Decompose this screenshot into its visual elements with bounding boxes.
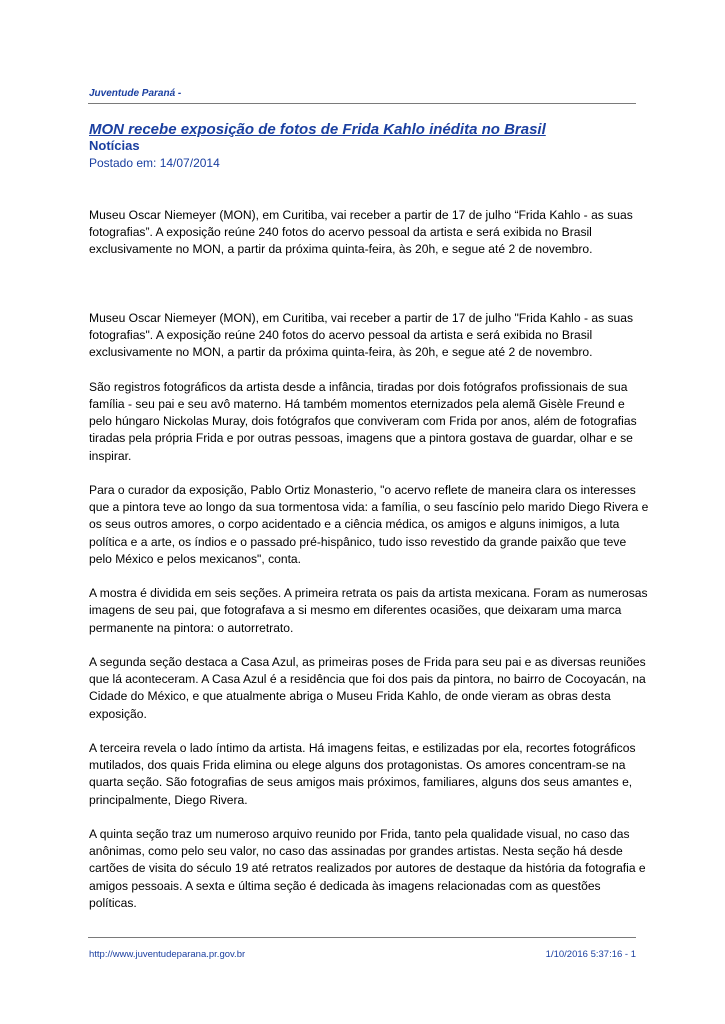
body-paragraph: A terceira revela o lado íntimo da artista. Há imagens feitas, e estilizadas por ela, recortes fotográficos mutilados, dos quais Frida elimina ou elege alguns dos protagonistas. Os amores concentram-se na quarta seção. São fotografias de seus amigos mais próximos, familiares, alguns dos seus amantes e, principalmente, Diego Rivera. [89, 741, 636, 807]
article-category: Notícias [89, 138, 140, 153]
footer-site-link[interactable]: http://www.juventudeparana.pr.gov.br [89, 949, 246, 960]
article-posted-date: Postado em: 14/07/2014 [89, 156, 220, 170]
header-divider [88, 103, 636, 104]
footer-divider [88, 937, 636, 938]
article-body [89, 310, 649, 929]
body-paragraph: A segunda seção destaca a Casa Azul, as primeiras poses de Frida para seu pai e as diversas reuniões que lá aconteceram. A Casa Azul é a residência que foi dos pais da pintora, no bairro de Cocoyacán, na Cidade do México, e que atualmente abriga o Museu Frida Kahlo, de onde vieram as obras desta exposição. [89, 655, 646, 721]
article-title[interactable]: MON recebe exposição de fotos de Frida Kahlo inédita no Brasil [89, 121, 546, 138]
footer-timestamp: 1/10/2016 5:37:16 - 1 [545, 949, 636, 960]
site-name: Juventude Paraná - [89, 88, 182, 99]
body-paragraph: Museu Oscar Niemeyer (MON), em Curitiba, vai receber a partir de 17 de julho "Frida Kahlo - as suas fotografias". A exposição reúne 240 fotos do acervo pessoal da artista e será exibida no Brasil exclusivamente no MON, a partir da próxima quinta-feira, às 20h, e segue até 2 de novembro. [89, 311, 634, 360]
body-paragraph: Para o curador da exposição, Pablo Ortiz Monasterio, "o acervo reflete de maneira clara os interesses que a pintora teve ao longo da sua tormentosa vida: a família, o seu fascínio pelo marido Diego Rivera e os seus outros amores, o corpo acidentado e a ciência médica, os amigos e alguns inimigos, a luta política e a arte, os índios e o passado pré-hispânico, tudo isso revestido da grande paixão que teve pelo México e pelos mexicanos", conta. [89, 483, 649, 566]
article-summary [89, 207, 649, 276]
summary-paragraph: Museu Oscar Niemeyer (MON), em Curitiba, vai receber a partir de 17 de julho “Frida Kahlo - as suas fotografias”. A exposição reúne 240 fotos do acervo pessoal da artista e será exibida no Brasil exclusivamente no MON, a partir da próxima quinta-feira, às 20h, e segue até 2 de novembro. [89, 208, 633, 257]
body-paragraph: São registros fotográficos da artista desde a infância, tiradas por dois fotógrafos profissionais de sua família - seu pai e seu avô materno. Há também momentos eternizados pela alemã Gisèle Freund e pelo húngaro Nickolas Muray, dois fotógrafos que conviveram com Frida por anos, além de fotografias tiradas pela própria Frida e por outras pessoas, imagens que a pintora gostava de guardar, olhar e se inspirar. [89, 379, 637, 463]
body-paragraph: A mostra é dividida em seis seções. A primeira retrata os pais da artista mexicana. Foram as numerosas imagens de seu pai, que fotografava a si mesmo em diferentes ocasiões, que deixaram uma marca permanente na pintora: o autorretrato. [89, 586, 648, 635]
body-paragraph: A quinta seção traz um numeroso arquivo reunido por Frida, tanto pela qualidade visual, no caso das anônimas, como pelo seu valor, no caso das assinadas por grandes artistas. Nesta seção há desde cartões de visita do século 19 até retratos realizados por autores de destaque da história da fotografia e amigos pessoais. A sexta e última seção é dedicada às imagens relacionadas com as questões políticas. [89, 827, 646, 910]
